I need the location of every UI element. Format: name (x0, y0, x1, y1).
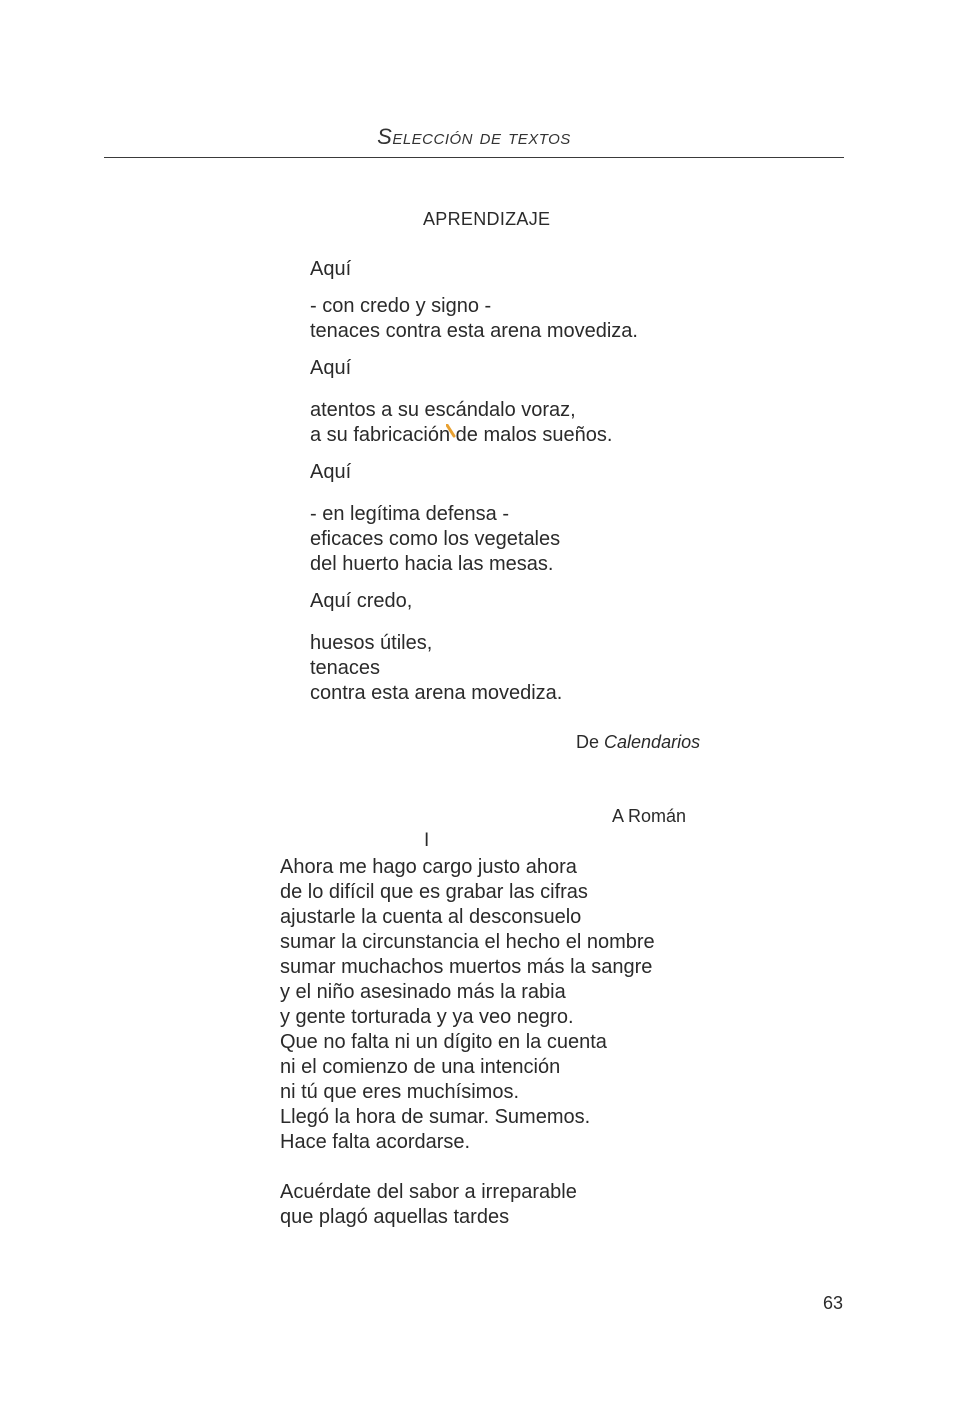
poem-line: sumar muchachos muertos más la sangre (280, 956, 653, 978)
pencil-mark-icon (446, 424, 456, 438)
poem-title: APRENDIZAJE (423, 209, 551, 229)
poem-line: Aquí (310, 461, 352, 483)
poem-line: a su fabricación de malos sueños. (310, 424, 613, 446)
poem-line: sumar la circunstancia el hecho el nombre (280, 931, 655, 953)
header-rule (104, 157, 844, 158)
poem-line: y gente torturada y ya veo negro. (280, 1006, 574, 1028)
poem-line: tenaces contra esta arena movediza. (310, 320, 638, 342)
poem-line: Llegó la hora de sumar. Sumemos. (280, 1106, 591, 1128)
poem-line: del huerto hacia las mesas. (310, 553, 554, 575)
poem-line: Acuérdate del sabor a irreparable (280, 1181, 577, 1203)
poem-line: ajustarle la cuenta al desconsuelo (280, 906, 582, 928)
poem-line: Que no falta ni un dígito en la cuenta (280, 1031, 607, 1053)
poem-line: eficaces como los vegetales (310, 528, 561, 550)
section-numeral: I (424, 830, 430, 851)
poem-line: Aquí credo, (310, 590, 413, 612)
poem-line: - con credo y signo - (310, 295, 492, 317)
poem-line: - en legítima defensa - (310, 503, 509, 525)
running-head: Selección de textos (377, 124, 571, 149)
page-number: 63 (823, 1293, 844, 1313)
poem-line: atentos a su escándalo voraz, (310, 399, 576, 421)
source-prefix: De (576, 732, 600, 752)
poem-line: ni tú que eres muchísimos. (280, 1081, 519, 1103)
poem-line: tenaces (310, 657, 381, 679)
poem-line: de lo difícil que es grabar las cifras (280, 881, 588, 903)
dedication: A Román (612, 806, 687, 826)
poem-line: y el niño asesinado más la rabia (280, 981, 566, 1003)
source-book-title: Calendarios (604, 732, 701, 752)
poem-line: que plagó aquellas tardes (280, 1206, 510, 1228)
poem-line: contra esta arena movediza. (310, 682, 563, 704)
poem-line: ni el comienzo de una intención (280, 1056, 561, 1078)
poem-line: Aquí (310, 258, 352, 280)
poem-line: Ahora me hago cargo justo ahora (280, 856, 577, 878)
poem-source (576, 732, 700, 753)
poem-line: Aquí (310, 357, 352, 379)
poem-line: huesos útiles, (310, 632, 433, 654)
poem-line: Hace falta acordarse. (280, 1131, 471, 1153)
